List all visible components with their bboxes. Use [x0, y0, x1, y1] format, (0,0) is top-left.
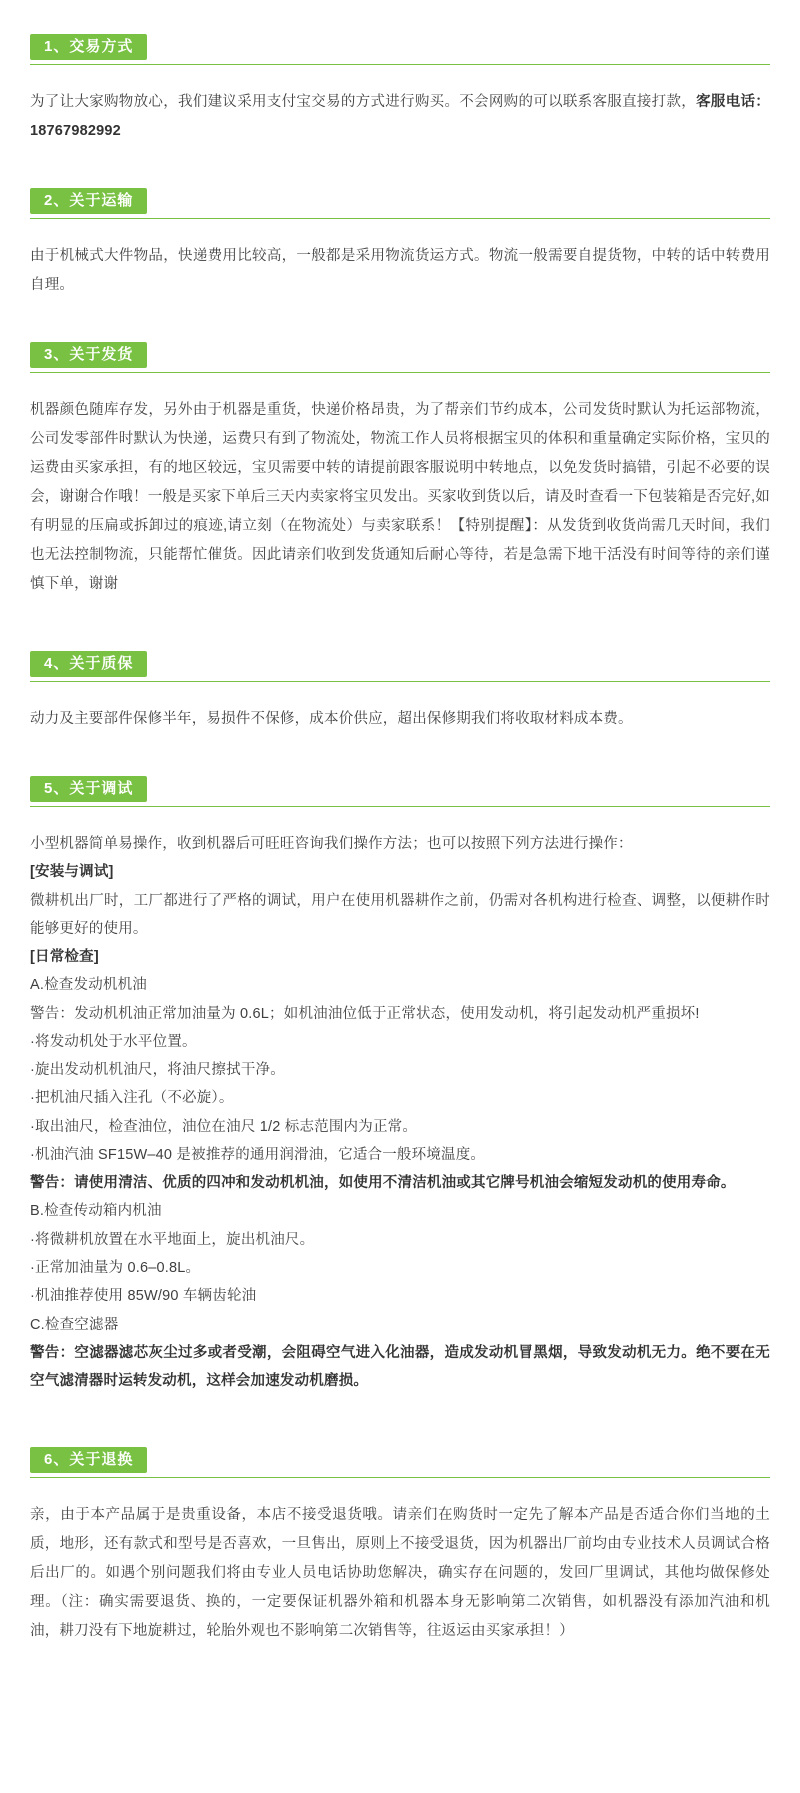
section-heading-label: 1、交易方式: [30, 34, 147, 60]
section-heading: [30, 651, 770, 685]
text-run: 动力及主要部件保修半年，易损件不保修，成本价供应，超出保修期我们将收取材料成本费。: [30, 711, 633, 727]
text-run: 机器颜色随库存发，另外由于机器是重货，快递价格昂贵，为了帮亲们节约成本，公司发货时默认为托运部物流，公司发零部件时默认为快递，运费只有到了物流处，物流工作人员将根据宝贝的体积和重量确定实际价格，宝贝的运费由买家承担，有的地区较远，宝贝需要中转的请提前跟客服说明中转地点，以免发货时搞错，引起不必要的误会，谢谢合作哦！一般是买家下单后三天内卖家将宝贝发出。买家收到货以后，请及时查看一下包装箱是否完好,如有明显的压扁或拆卸过的痕迹,请立刻（在物流处）与卖家联系！【特别提醒】：从发货到收货尚需几天时间，我们也无法控制物流，只能帮忙催货。因此请亲们收到发货通知后耐心等待，若是急需下地干活没有时间等待的亲们谨慎下单，谢谢: [30, 402, 770, 592]
paragraph: [30, 887, 770, 944]
section-6: [30, 1447, 770, 1646]
text-run: ·将微耕机放置在水平地面上，旋出机油尺。: [30, 1231, 315, 1248]
emphasis-text: [日常检查]: [30, 949, 99, 966]
paragraph: [30, 1141, 770, 1169]
section-heading-label: 3、关于发货: [30, 342, 147, 368]
section-2: [30, 188, 770, 300]
sections-container: [30, 34, 770, 1688]
text-run: C.检查空滤器: [30, 1316, 119, 1333]
paragraph: [30, 705, 770, 734]
paragraph: [30, 1254, 770, 1282]
paragraph: [30, 1311, 770, 1339]
section-spacer: [30, 599, 770, 651]
paragraph: [30, 1226, 770, 1254]
text-run: 由于机械式大件物品，快递费用比较高，一般都是采用物流货运方式。物流一般需要自提货物，中转的话中转费用自理。: [30, 248, 770, 293]
section-heading-rule: [30, 806, 770, 807]
paragraph: [30, 1501, 770, 1646]
paragraph: [30, 1113, 770, 1141]
section-spacer: [30, 1646, 770, 1688]
section-heading: [30, 34, 770, 68]
section-body: [30, 830, 770, 1395]
section-heading: [30, 1447, 770, 1481]
text-run: ·机油推荐使用 85W/90 车辆齿轮油: [30, 1288, 257, 1305]
section-heading: [30, 188, 770, 222]
text-run: ·将发动机处于水平位置。: [30, 1033, 197, 1050]
paragraph: [30, 858, 770, 886]
section-heading-rule: [30, 372, 770, 373]
section-heading-label: 2、关于运输: [30, 188, 147, 214]
section-heading: [30, 342, 770, 376]
text-run: B.检查传动箱内机油: [30, 1203, 162, 1220]
section-heading-label: 6、关于退换: [30, 1447, 147, 1473]
section-heading: [30, 776, 770, 810]
text-run: A.检查发动机机油: [30, 977, 147, 994]
paragraph: [30, 971, 770, 999]
section-heading-rule: [30, 1477, 770, 1478]
emphasis-text: 警告：请使用清洁、优质的四冲和发动机机油，如使用不清洁机油或其它牌号机油会缩短发动机的使用寿命。: [30, 1175, 736, 1192]
section-heading-rule: [30, 681, 770, 682]
paragraph: [30, 1000, 770, 1028]
section-3: [30, 342, 770, 599]
section-5: [30, 776, 770, 1395]
section-body: [30, 1501, 770, 1646]
section-body: [30, 242, 770, 300]
section-body: [30, 705, 770, 734]
text-run: ·旋出发动机机油尺，将油尺擦拭干净。: [30, 1062, 285, 1079]
section-spacer: [30, 300, 770, 342]
text-run: ·机油汽油 SF15W–40 是被推荐的通用润滑油，它适合一般环境温度。: [30, 1146, 486, 1163]
paragraph: [30, 1282, 770, 1310]
section-spacer: [30, 146, 770, 188]
emphasis-text: [安装与调试]: [30, 864, 114, 881]
section-heading-rule: [30, 64, 770, 65]
text-run: ·把机油尺插入注孔（不必旋）。: [30, 1090, 234, 1107]
paragraph: [30, 830, 770, 858]
section-spacer: [30, 734, 770, 776]
paragraph: [30, 242, 770, 300]
paragraph: [30, 88, 770, 146]
paragraph: [30, 1197, 770, 1225]
section-body: [30, 88, 770, 146]
section-4: [30, 651, 770, 734]
emphasis-text: 客服电话：18767982992: [30, 94, 771, 139]
text-run: ·取出油尺，检查油位，油位在油尺 1/2 标志范围内为正常。: [30, 1118, 418, 1135]
emphasis-text: 警告：空滤器滤芯灰尘过多或者受潮，会阻碍空气进入化油器，造成发动机冒黑烟，导致发动机无力。绝不要在无空气滤清器时运转发动机，这样会加速发动机磨损。: [30, 1344, 770, 1390]
section-heading-label: 5、关于调试: [30, 776, 147, 802]
section-heading-rule: [30, 218, 770, 219]
text-run: 警告：发动机机油正常加油量为 0.6L；如机油油位低于正常状态，使用发动机，将引起发动机严重损坏!: [30, 1005, 700, 1022]
paragraph: [30, 1339, 770, 1396]
text-run: 小型机器简单易操作，收到机器后可旺旺咨询我们操作方法；也可以按照下列方法进行操作：: [30, 836, 633, 852]
paragraph: [30, 396, 770, 599]
paragraph: [30, 1169, 770, 1197]
paragraph: [30, 1028, 770, 1056]
text-run: 为了让大家购物放心，我们建议采用支付宝交易的方式进行购买。不会网购的可以联系客服直接打款，: [30, 94, 697, 110]
text-run: 亲，由于本产品属于是贵重设备，本店不接受退货哦。请亲们在购货时一定先了解本产品是否适合你们当地的土质，地形，还有款式和型号是否喜欢，一旦售出，原则上不接受退货，因为机器出厂前均由专业技术人员调试合格后出厂的。如遇个别问题我们将由专业人员电话协助您解决，确实存在问题的，发回厂里调试，其他均做保修处理。（注：确实需要退货、换的，一定要保证机器外箱和机器本身无影响第二次销售，如机器没有添加汽油和机油，耕刀没有下地旋耕过，轮胎外观也不影响第二次销售等，往返运由买家承担！）: [30, 1507, 770, 1640]
paragraph: [30, 1084, 770, 1112]
text-run: ·正常加油量为 0.6–0.8L。: [30, 1259, 201, 1276]
paragraph: [30, 943, 770, 971]
section-heading-label: 4、关于质保: [30, 651, 147, 677]
section-body: [30, 396, 770, 599]
section-1: [30, 34, 770, 146]
section-spacer: [30, 1395, 770, 1447]
paragraph: [30, 1056, 770, 1084]
text-run: 微耕机出厂时，工厂都进行了严格的调试，用户在使用机器耕作之前，仍需对各机构进行检查、调整，以便耕作时能够更好的使用。: [30, 892, 770, 937]
